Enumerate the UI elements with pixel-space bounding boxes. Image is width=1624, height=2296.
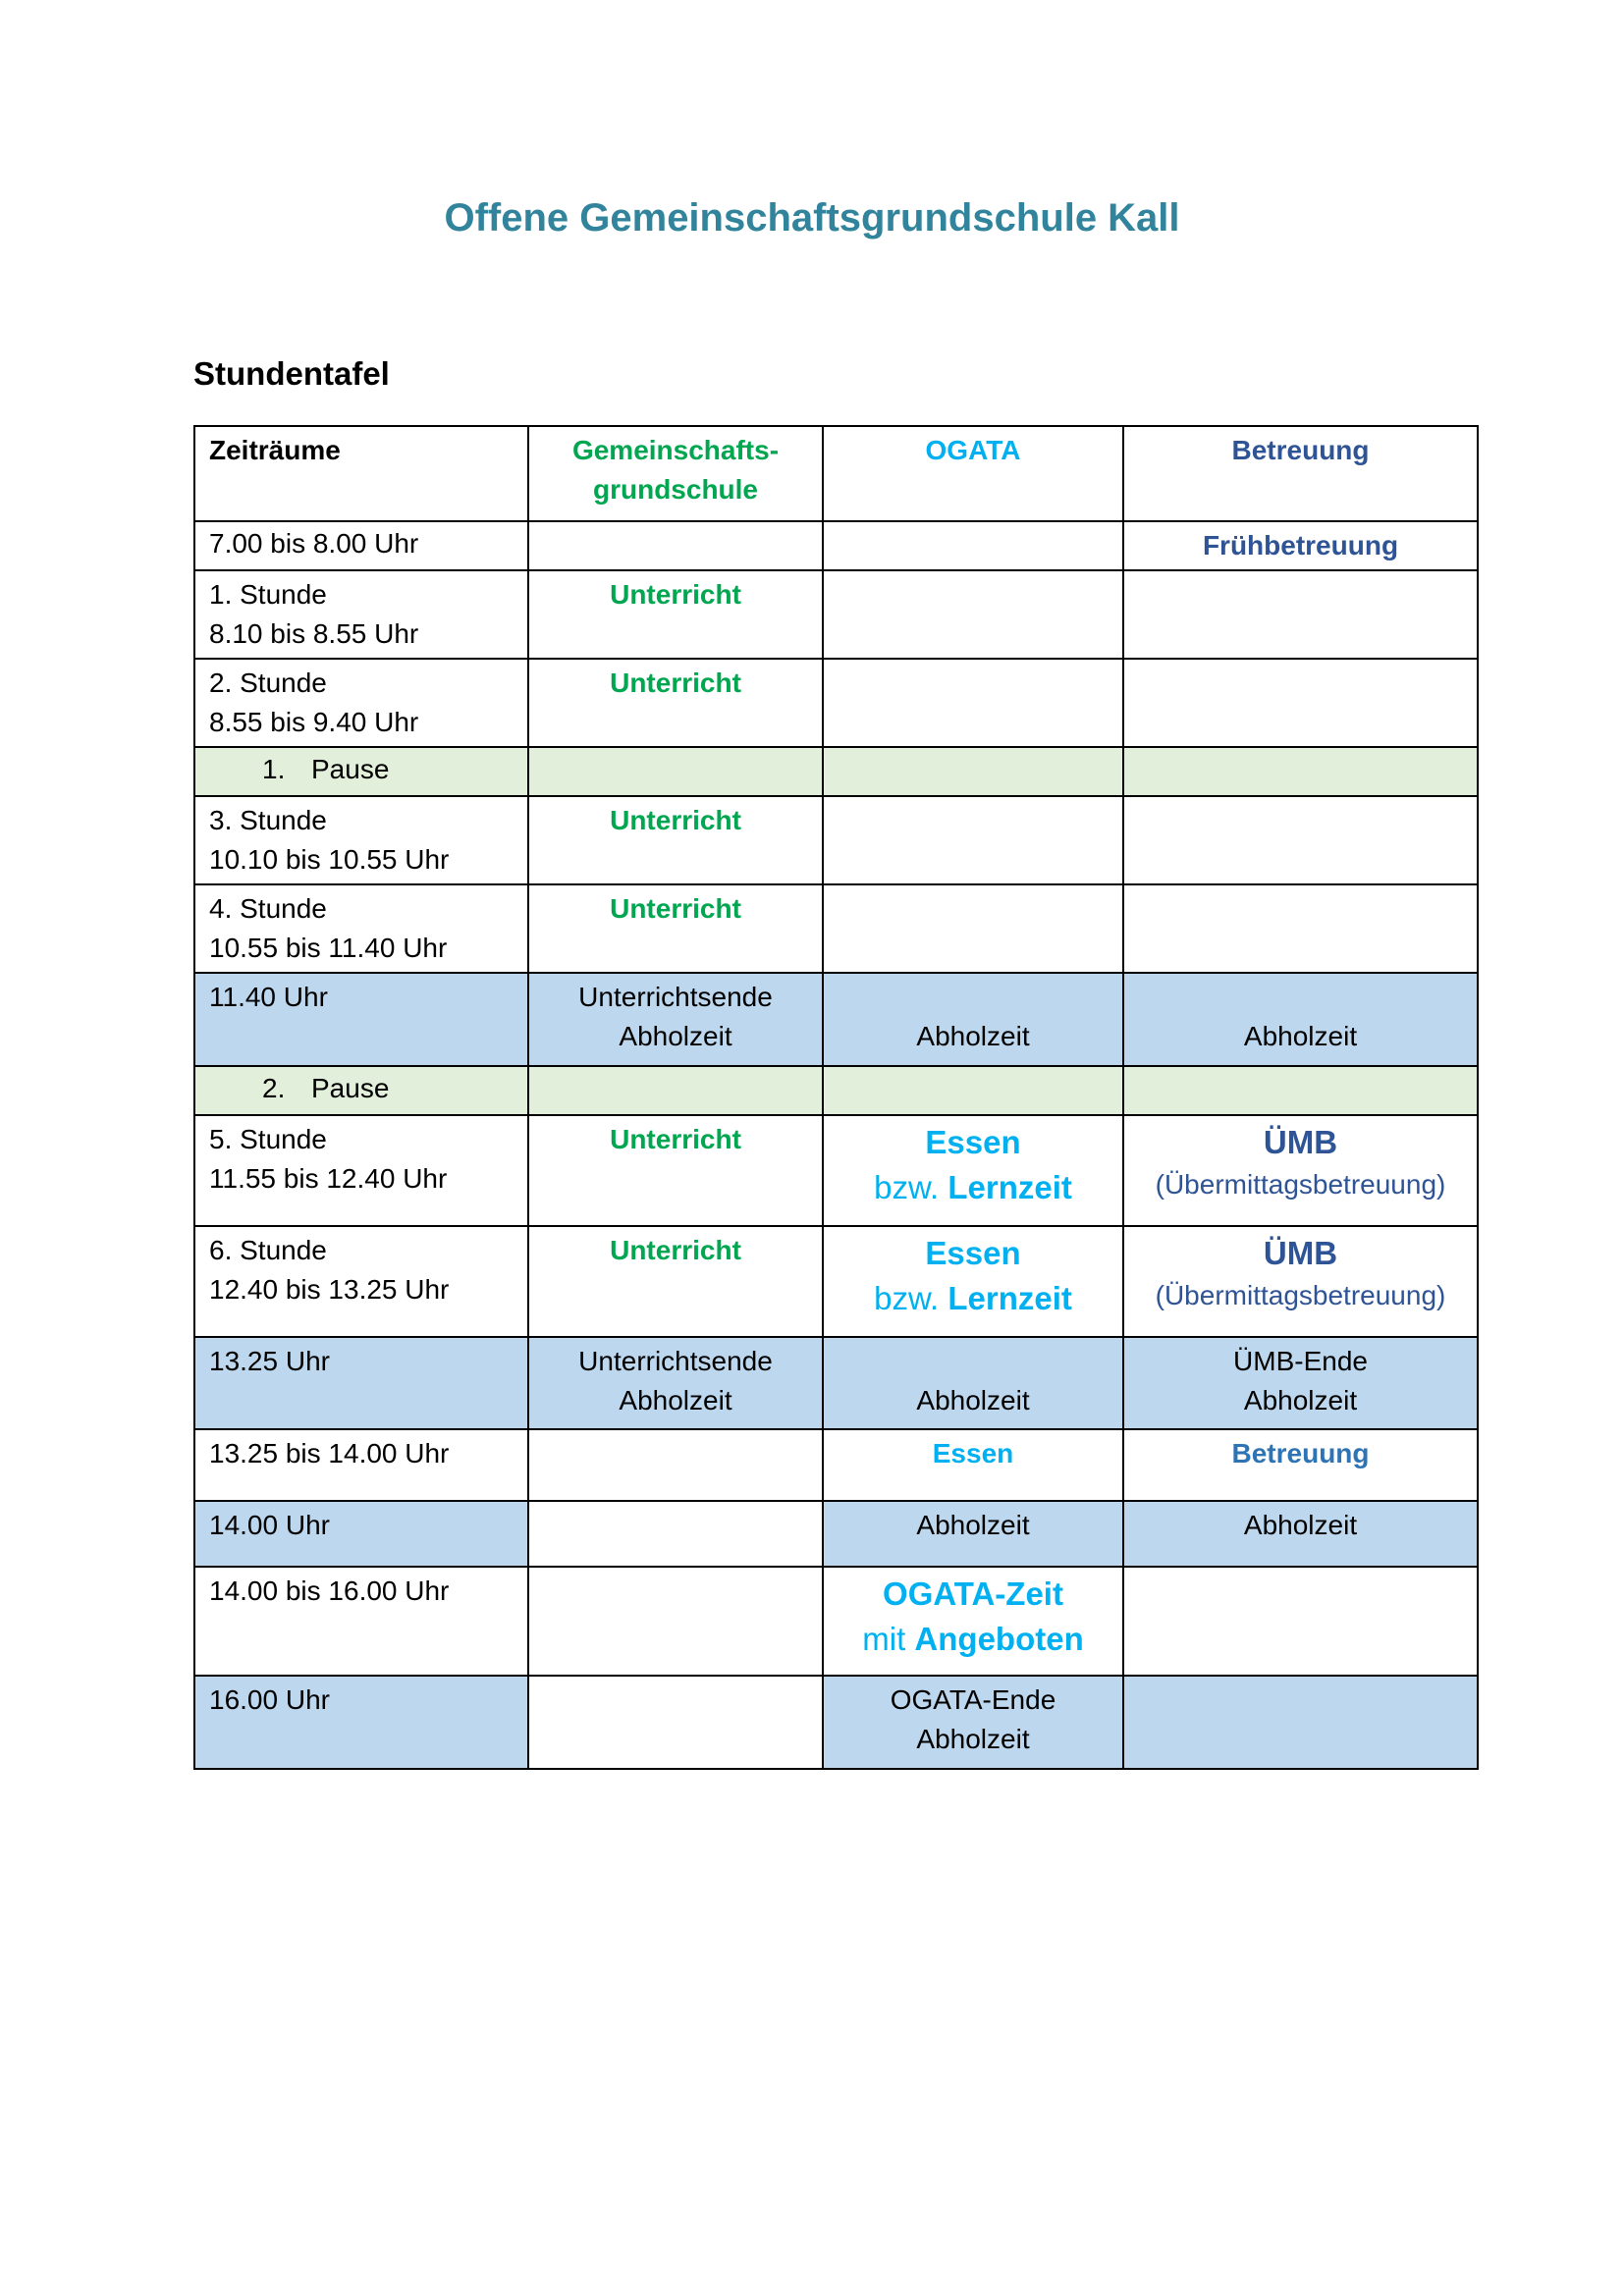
pause-number: 1. <box>262 754 286 784</box>
betreuung-cell <box>1123 1337 1478 1429</box>
ggs-cell <box>528 1066 823 1115</box>
table-row <box>194 1115 1478 1226</box>
ggs-cell <box>528 1337 823 1429</box>
betreuung-abholzeit: Abholzeit <box>1243 1021 1358 1051</box>
lesson-time: 11.55 bis 12.40 Uhr <box>209 1163 448 1194</box>
table-row <box>194 1429 1478 1501</box>
abholzeit-row <box>194 973 1478 1066</box>
ggs-line2: Abholzeit <box>619 1021 732 1051</box>
time-cell: 11.40 Uhr <box>194 973 528 1066</box>
ggs-cell: Unterricht <box>528 1115 823 1226</box>
header-ogata: OGATA <box>823 426 1123 521</box>
ogata-cell <box>823 570 1123 659</box>
table-header-row <box>194 426 1478 521</box>
ogata-cell <box>823 1567 1123 1676</box>
section-heading: Stundentafel <box>193 355 390 392</box>
ggs-cell <box>528 521 823 570</box>
ggs-line1: Unterrichtsende <box>578 982 773 1012</box>
time-cell <box>194 570 528 659</box>
ogata-cell: Essen <box>823 1429 1123 1501</box>
ogata-zeit: OGATA-Zeit <box>883 1575 1063 1612</box>
lesson-label: 1. Stunde <box>209 579 327 610</box>
betreuung-cell <box>1123 659 1478 747</box>
ogata-abholzeit: Abholzeit <box>916 1724 1030 1754</box>
pause-number: 2. <box>262 1073 286 1103</box>
time-cell <box>194 659 528 747</box>
abholzeit-row <box>194 1676 1478 1769</box>
pause-label: Pause <box>311 754 390 784</box>
lesson-label: 6. Stunde <box>209 1235 327 1265</box>
header-gemeinschaftsgrundschule <box>528 426 823 521</box>
ggs-cell <box>528 1567 823 1676</box>
time-cell <box>194 884 528 973</box>
ogata-cell <box>823 884 1123 973</box>
time-cell: 13.25 bis 14.00 Uhr <box>194 1429 528 1501</box>
ggs-line2: Abholzeit <box>619 1385 732 1415</box>
ogata-mit: mit <box>862 1621 906 1657</box>
table-row <box>194 1226 1478 1337</box>
table-row <box>194 1567 1478 1676</box>
lesson-time: 8.55 bis 9.40 Uhr <box>209 707 419 737</box>
pause-label: Pause <box>311 1073 390 1103</box>
ogata-cell <box>823 659 1123 747</box>
betreuung-cell <box>1123 1115 1478 1226</box>
abholzeit-row <box>194 1337 1478 1429</box>
ogata-cell <box>823 747 1123 796</box>
time-cell: 13.25 Uhr <box>194 1337 528 1429</box>
table-row <box>194 884 1478 973</box>
header-betreuung: Betreuung <box>1123 426 1478 521</box>
betreuung-cell <box>1123 1567 1478 1676</box>
ogata-essen: Essen <box>925 1124 1021 1160</box>
header-ggs-line1: Gemeinschafts- <box>571 435 780 465</box>
ogata-abholzeit: Abholzeit <box>916 1385 1030 1415</box>
betreuung-line2: Abholzeit <box>1243 1385 1358 1415</box>
ogata-abholzeit: Abholzeit <box>916 1021 1030 1051</box>
pause-cell <box>194 1066 528 1115</box>
betreuung-cell <box>1123 1066 1478 1115</box>
ogata-lernzeit: Lernzeit <box>947 1169 1072 1205</box>
time-cell <box>194 1115 528 1226</box>
lesson-time: 10.55 bis 11.40 Uhr <box>209 933 448 963</box>
table-row <box>194 521 1478 570</box>
ggs-cell: Unterricht <box>528 570 823 659</box>
ogata-bzw: bzw. <box>874 1169 940 1205</box>
ggs-cell <box>528 1676 823 1769</box>
lesson-label: 5. Stunde <box>209 1124 327 1154</box>
table-row <box>194 796 1478 884</box>
pause-row <box>194 1066 1478 1115</box>
betreuung-umb-full: (Übermittagsbetreuung) <box>1155 1169 1446 1200</box>
ggs-cell <box>528 1501 823 1567</box>
betreuung-umb-full: (Übermittagsbetreuung) <box>1155 1280 1446 1310</box>
betreuung-cell: Abholzeit <box>1123 1501 1478 1567</box>
betreuung-cell: Betreuung <box>1123 1429 1478 1501</box>
lesson-time: 10.10 bis 10.55 Uhr <box>209 844 450 875</box>
ggs-cell: Unterricht <box>528 659 823 747</box>
betreuung-cell <box>1123 747 1478 796</box>
betreuung-cell <box>1123 570 1478 659</box>
ogata-cell: Abholzeit <box>823 1501 1123 1567</box>
ggs-cell: Unterricht <box>528 884 823 973</box>
ogata-cell <box>823 521 1123 570</box>
time-cell: 14.00 bis 16.00 Uhr <box>194 1567 528 1676</box>
ggs-cell: Unterricht <box>528 1226 823 1337</box>
ogata-cell <box>823 1226 1123 1337</box>
betreuung-cell <box>1123 1676 1478 1769</box>
time-cell: 16.00 Uhr <box>194 1676 528 1769</box>
betreuung-cell <box>1123 796 1478 884</box>
ogata-cell <box>823 1676 1123 1769</box>
table-row <box>194 570 1478 659</box>
time-cell <box>194 796 528 884</box>
pause-row <box>194 747 1478 796</box>
lesson-label: 3. Stunde <box>209 805 327 835</box>
header-zeitraeume: Zeiträume <box>194 426 528 521</box>
betreuung-cell <box>1123 884 1478 973</box>
ggs-line1: Unterrichtsende <box>578 1346 773 1376</box>
lesson-time: 12.40 bis 13.25 Uhr <box>209 1274 450 1305</box>
betreuung-cell: Frühbetreuung <box>1123 521 1478 570</box>
ggs-cell: Unterricht <box>528 796 823 884</box>
ogata-cell <box>823 1066 1123 1115</box>
ogata-cell <box>823 796 1123 884</box>
betreuung-umb: ÜMB <box>1263 1124 1338 1160</box>
ogata-lernzeit: Lernzeit <box>947 1280 1072 1316</box>
ogata-bzw: bzw. <box>874 1280 940 1316</box>
betreuung-umb: ÜMB <box>1263 1235 1338 1271</box>
timetable <box>193 425 1479 1770</box>
lesson-label: 2. Stunde <box>209 667 327 698</box>
ogata-cell <box>823 1115 1123 1226</box>
ogata-essen: Essen <box>925 1235 1021 1271</box>
ogata-ende: OGATA-Ende <box>890 1684 1056 1715</box>
betreuung-line1: ÜMB-Ende <box>1233 1346 1368 1376</box>
abholzeit-row <box>194 1501 1478 1567</box>
ogata-cell <box>823 973 1123 1066</box>
ogata-angebote: Angeboten <box>914 1621 1084 1657</box>
lesson-label: 4. Stunde <box>209 893 327 924</box>
time-cell: 7.00 bis 8.00 Uhr <box>194 521 528 570</box>
ogata-cell <box>823 1337 1123 1429</box>
document-title: Offene Gemeinschaftsgrundschule Kall <box>444 196 1180 240</box>
header-ggs-line2: grundschule <box>592 474 758 505</box>
betreuung-cell <box>1123 1226 1478 1337</box>
time-cell <box>194 1226 528 1337</box>
ggs-cell <box>528 1429 823 1501</box>
betreuung-cell <box>1123 973 1478 1066</box>
ggs-cell <box>528 747 823 796</box>
ggs-cell <box>528 973 823 1066</box>
time-cell: 14.00 Uhr <box>194 1501 528 1567</box>
pause-cell <box>194 747 528 796</box>
lesson-time: 8.10 bis 8.55 Uhr <box>209 618 419 649</box>
table-row <box>194 659 1478 747</box>
